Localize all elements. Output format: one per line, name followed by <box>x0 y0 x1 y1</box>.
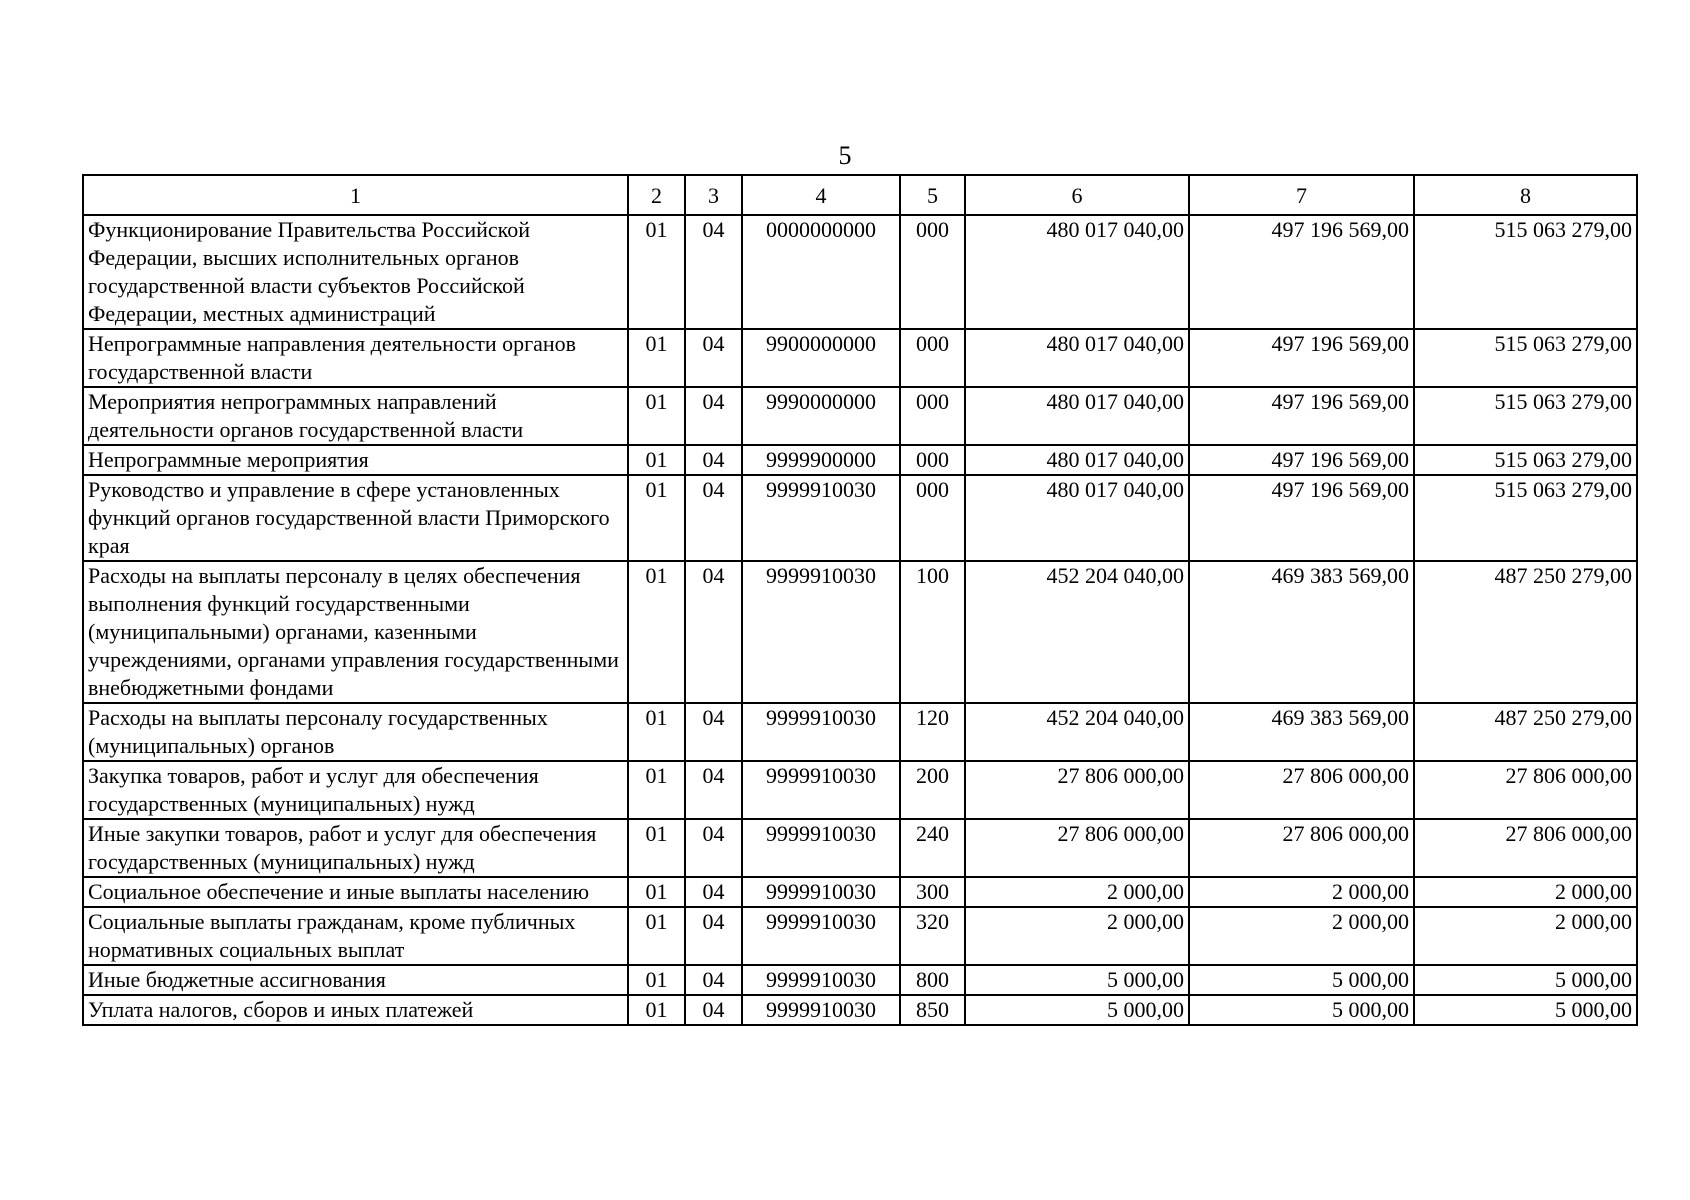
subsection-code: 04 <box>685 995 742 1025</box>
subsection-code: 04 <box>685 215 742 329</box>
target-article-code: 9999910030 <box>742 819 900 877</box>
amount-col-6: 27 806 000,00 <box>965 819 1189 877</box>
section-code: 01 <box>628 995 685 1025</box>
expense-type-code: 000 <box>900 445 965 475</box>
amount-col-7: 2 000,00 <box>1189 877 1414 907</box>
target-article-code: 9900000000 <box>742 329 900 387</box>
amount-col-8: 515 063 279,00 <box>1414 215 1637 329</box>
expense-type-code: 300 <box>900 877 965 907</box>
subsection-code: 04 <box>685 877 742 907</box>
amount-col-7: 27 806 000,00 <box>1189 761 1414 819</box>
amount-col-6: 480 017 040,00 <box>965 387 1189 445</box>
amount-col-8: 487 250 279,00 <box>1414 561 1637 703</box>
amount-col-8: 515 063 279,00 <box>1414 387 1637 445</box>
col-header-3: 3 <box>685 175 742 215</box>
amount-col-8: 515 063 279,00 <box>1414 329 1637 387</box>
expense-type-code: 240 <box>900 819 965 877</box>
amount-col-8: 27 806 000,00 <box>1414 761 1637 819</box>
table-row <box>83 561 1637 703</box>
subsection-code: 04 <box>685 561 742 703</box>
section-code: 01 <box>628 387 685 445</box>
amount-col-7: 27 806 000,00 <box>1189 819 1414 877</box>
row-name: Непрограммные направления деятельности органов государственной власти <box>83 329 628 387</box>
expense-type-code: 000 <box>900 475 965 561</box>
subsection-code: 04 <box>685 387 742 445</box>
table-row <box>83 215 1637 329</box>
target-article-code: 9999910030 <box>742 703 900 761</box>
amount-col-7: 469 383 569,00 <box>1189 703 1414 761</box>
table-row <box>83 387 1637 445</box>
row-name: Расходы на выплаты персоналу в целях обеспечения выполнения функций государственными (муниципальными) органами, казенными учреждениями, органами управления государственными внебюджетными фондами <box>83 561 628 703</box>
page-number: 5 <box>838 141 852 170</box>
col-header-1: 1 <box>83 175 628 215</box>
amount-col-8: 5 000,00 <box>1414 965 1637 995</box>
header-row <box>83 175 1637 215</box>
amount-col-6: 480 017 040,00 <box>965 215 1189 329</box>
subsection-code: 04 <box>685 475 742 561</box>
target-article-code: 9999910030 <box>742 995 900 1025</box>
subsection-code: 04 <box>685 329 742 387</box>
col-header-6: 6 <box>965 175 1189 215</box>
amount-col-8: 27 806 000,00 <box>1414 819 1637 877</box>
target-article-code: 9999900000 <box>742 445 900 475</box>
subsection-code: 04 <box>685 819 742 877</box>
section-code: 01 <box>628 819 685 877</box>
subsection-code: 04 <box>685 703 742 761</box>
target-article-code: 9999910030 <box>742 877 900 907</box>
col-header-7: 7 <box>1189 175 1414 215</box>
row-name: Мероприятия непрограммных направлений деятельности органов государственной власти <box>83 387 628 445</box>
subsection-code: 04 <box>685 761 742 819</box>
row-name: Иные закупки товаров, работ и услуг для обеспечения государственных (муниципальных) нужд <box>83 819 628 877</box>
table-row <box>83 761 1637 819</box>
amount-col-6: 480 017 040,00 <box>965 475 1189 561</box>
amount-col-7: 497 196 569,00 <box>1189 445 1414 475</box>
amount-col-6: 2 000,00 <box>965 907 1189 965</box>
expense-type-code: 000 <box>900 329 965 387</box>
expense-type-code: 100 <box>900 561 965 703</box>
amount-col-7: 5 000,00 <box>1189 995 1414 1025</box>
amount-col-6: 5 000,00 <box>965 995 1189 1025</box>
target-article-code: 9999910030 <box>742 561 900 703</box>
target-article-code: 9999910030 <box>742 761 900 819</box>
row-name: Уплата налогов, сборов и иных платежей <box>83 995 628 1025</box>
col-header-2: 2 <box>628 175 685 215</box>
col-header-4: 4 <box>742 175 900 215</box>
table-row <box>83 877 1637 907</box>
section-code: 01 <box>628 877 685 907</box>
col-header-8: 8 <box>1414 175 1637 215</box>
row-name: Расходы на выплаты персоналу государственных (муниципальных) органов <box>83 703 628 761</box>
amount-col-6: 480 017 040,00 <box>965 329 1189 387</box>
row-name: Непрограммные мероприятия <box>83 445 628 475</box>
amount-col-6: 452 204 040,00 <box>965 703 1189 761</box>
amount-col-7: 469 383 569,00 <box>1189 561 1414 703</box>
amount-col-8: 2 000,00 <box>1414 907 1637 965</box>
amount-col-8: 5 000,00 <box>1414 995 1637 1025</box>
expense-type-code: 000 <box>900 387 965 445</box>
amount-col-7: 497 196 569,00 <box>1189 329 1414 387</box>
amount-col-6: 452 204 040,00 <box>965 561 1189 703</box>
table-row <box>83 445 1637 475</box>
target-article-code: 0000000000 <box>742 215 900 329</box>
section-code: 01 <box>628 561 685 703</box>
subsection-code: 04 <box>685 907 742 965</box>
table-row <box>83 965 1637 995</box>
target-article-code: 9999910030 <box>742 475 900 561</box>
amount-col-7: 497 196 569,00 <box>1189 215 1414 329</box>
section-code: 01 <box>628 329 685 387</box>
expense-type-code: 320 <box>900 907 965 965</box>
row-name: Социальные выплаты гражданам, кроме публичных нормативных социальных выплат <box>83 907 628 965</box>
section-code: 01 <box>628 475 685 561</box>
table-row <box>83 907 1637 965</box>
subsection-code: 04 <box>685 965 742 995</box>
row-name: Иные бюджетные ассигнования <box>83 965 628 995</box>
section-code: 01 <box>628 703 685 761</box>
amount-col-8: 2 000,00 <box>1414 877 1637 907</box>
amount-col-8: 515 063 279,00 <box>1414 475 1637 561</box>
row-name: Закупка товаров, работ и услуг для обеспечения государственных (муниципальных) нужд <box>83 761 628 819</box>
section-code: 01 <box>628 965 685 995</box>
subsection-code: 04 <box>685 445 742 475</box>
table-row <box>83 995 1637 1025</box>
target-article-code: 9999910030 <box>742 965 900 995</box>
expense-type-code: 850 <box>900 995 965 1025</box>
amount-col-7: 5 000,00 <box>1189 965 1414 995</box>
expense-type-code: 120 <box>900 703 965 761</box>
row-name: Функционирование Правительства Российской Федерации, высших исполнительных органов государственной власти субъектов Российской Федерации, местных администраций <box>83 215 628 329</box>
row-name: Социальное обеспечение и иные выплаты населению <box>83 877 628 907</box>
table-row <box>83 475 1637 561</box>
amount-col-7: 497 196 569,00 <box>1189 475 1414 561</box>
table-row <box>83 329 1637 387</box>
expense-type-code: 800 <box>900 965 965 995</box>
amount-col-6: 480 017 040,00 <box>965 445 1189 475</box>
section-code: 01 <box>628 215 685 329</box>
amount-col-6: 27 806 000,00 <box>965 761 1189 819</box>
amount-col-7: 497 196 569,00 <box>1189 387 1414 445</box>
amount-col-7: 2 000,00 <box>1189 907 1414 965</box>
amount-col-6: 5 000,00 <box>965 965 1189 995</box>
table-row <box>83 819 1637 877</box>
amount-col-6: 2 000,00 <box>965 877 1189 907</box>
section-code: 01 <box>628 907 685 965</box>
target-article-code: 9999910030 <box>742 907 900 965</box>
budget-table <box>82 174 1638 1026</box>
amount-col-8: 487 250 279,00 <box>1414 703 1637 761</box>
section-code: 01 <box>628 761 685 819</box>
table-row <box>83 703 1637 761</box>
section-code: 01 <box>628 445 685 475</box>
amount-col-8: 515 063 279,00 <box>1414 445 1637 475</box>
target-article-code: 9990000000 <box>742 387 900 445</box>
expense-type-code: 000 <box>900 215 965 329</box>
expense-type-code: 200 <box>900 761 965 819</box>
row-name: Руководство и управление в сфере установленных функций органов государственной власти Приморского края <box>83 475 628 561</box>
col-header-5: 5 <box>900 175 965 215</box>
